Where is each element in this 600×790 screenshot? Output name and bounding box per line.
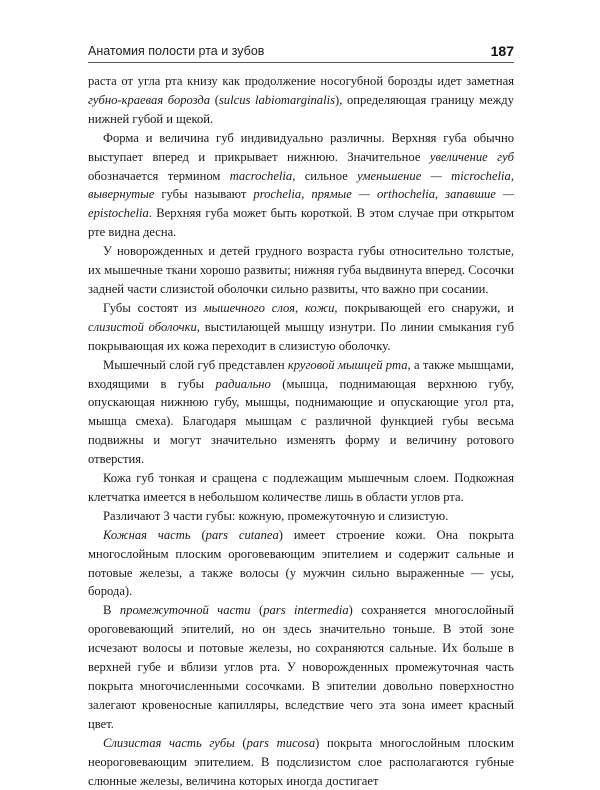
chapter-title: Анатомия полости рта и зубов [88,44,265,58]
italic-term: macrochelia [229,168,293,183]
italic-term: Слизистая часть губы [103,735,235,750]
italic-term: радиально [215,376,271,391]
running-header [88,44,514,64]
italic-term: prochelia [253,187,302,202]
paragraph: Слизистая часть губы (pars mucosa) покрыта многослойным плоским неороговевающим эпителием. В подслизистом слое располагаются губные слюнные железы, величина которых иногда достигает [88,735,514,788]
italic-term: pars intermedia [263,603,349,618]
italic-term: pars mucosa [246,735,316,750]
italic-term: кожи [305,300,335,315]
paragraph: Форма и величина губ индивидуально различны. Верхняя губа обычно выступает вперед и прикрывает нижнюю. Значительное увеличение губ обозначается термином macrochelia, сильное уменьшение — microchelia, вывернутые губы называют prochelia, прямые — orthochelia, запавшие — epistochelia. Верхняя губа может быть короткой. В этом случае при открытом рте видна десна. [88,130,515,240]
italic-term: запавшие — epistochelia [88,187,515,221]
paragraph: Кожная часть (pars cutanea) имеет строение кожи. Она покрыта многослойным плоским ороговевающим эпителием и содержит сальные и потовые железы, а также волосы (у мужчин сильно выраженные — усы, борода). [88,527,514,599]
paragraph: Мышечный слой губ представлен круговой мышцей рта, а также мышцами, входящими в губы радиально (мышца, поднимающая верхнюю губу, опускающая нижнюю губу, мышцы, поднимающие и опускающие угол рта, мышца смеха). Благодаря мышцам с различной функцией губы весьма подвижны и могут значительно изменять форму и величину ротового отверстия. [88,357,514,467]
page-number: 187 [490,43,514,59]
italic-term: губно-краевая борозда [88,92,211,107]
italic-term: увеличение губ [429,149,514,164]
italic-term: Кожная часть [103,527,191,542]
paragraph: В промежуточной части (pars intermedia) сохраняется многослойный ороговевающий эпителий, но он здесь значительно тоньше. В этой зоне исчезают волосы и потовые железы, но сохраняются сальные. Их больше в верхней губе и вблизи углов рта. У новорожденных промежуточная часть покрыта многочисленными сосочками. В эпителии довольно поверхностно залегают кровеносные капилляры, вследствие чего эта зона имеет красный цвет. [88,603,514,731]
italic-term: слизистой оболочки [88,319,197,334]
body-text [88,72,514,790]
italic-term: pars cutanea [205,527,279,542]
paragraph: Различают 3 части губы: кожную, промежуточную и слизистую. [103,508,449,523]
paragraph: раста от угла рта книзу как продолжение носогубной борозды идет заметная губно-краевая борозда (sulcus labiomarginalis), определяющая границу между нижней губой и щекой. [88,74,515,126]
italic-term: промежуточной части [119,603,251,618]
italic-term: вывернутые [88,187,155,202]
header-rule [88,62,514,63]
italic-term: круговой мышцей рта [287,357,408,372]
italic-term: прямые — orthochelia [311,187,436,202]
italic-term: мышечного слоя [203,300,295,315]
italic-term: sulcus labiomarginalis [218,92,335,107]
paragraph: Кожа губ тонкая и сращена с подлежащим мышечным слоем. Подкожная клетчатка имеется в небольшом количестве лишь в области углов рта. [88,471,514,504]
italic-term: уменьшение — microchelia [357,168,511,183]
paragraph: Губы состоят из мышечного слоя, кожи, покрывающей его снаружи, и слизистой оболочки, выстилающей мышцу изнутри. По линии смыкания губ покрывающая их кожа переходит в слизистую оболочку. [88,300,514,353]
paragraph: У новорожденных и детей грудного возраста губы относительно толстые, их мышечные ткани хорошо развиты; нижняя губа выдвинута вперед. Сосочки задней части слизистой оболочки сильно развиты, что важно при сосании. [88,244,514,296]
